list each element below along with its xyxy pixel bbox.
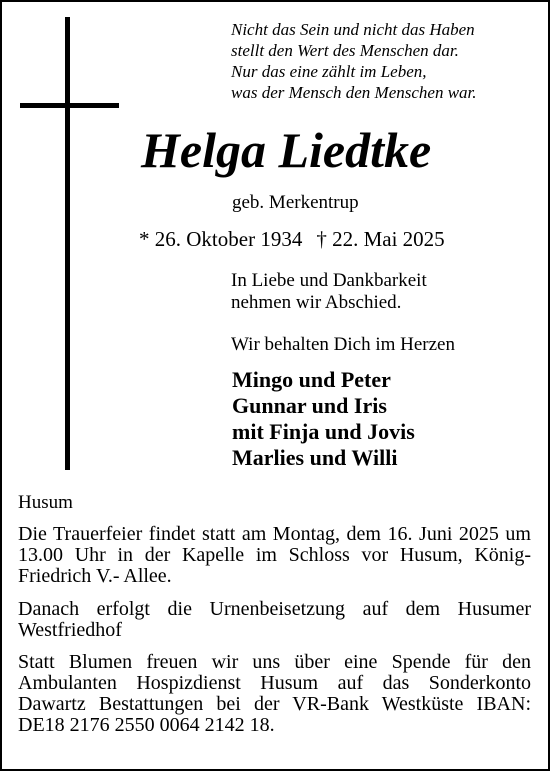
cross-vertical-bar: [65, 17, 70, 470]
family-member: mit Finja und Jovis: [232, 419, 415, 444]
deceased-name: Helga Liedtke: [141, 122, 432, 178]
heart-line: Wir behalten Dich im Herzen: [231, 334, 455, 355]
poem-line: was der Mensch den Menschen war.: [231, 83, 477, 102]
poem-line: Nicht das Sein und nicht das Haben: [231, 20, 475, 39]
family-member: Marlies und Willi: [232, 445, 398, 470]
maiden-name: geb. Merkentrup: [232, 192, 359, 213]
cross-horizontal-bar: [20, 103, 119, 108]
funeral-info-paragraph: Die Trauerfeier findet statt am Montag, dem 16. Juni 2025 um 13.00 Uhr in der Kapelle im Schloss vor Husum, König-Friedrich V.- Allee.: [18, 523, 531, 587]
poem-line: stellt den Wert des Menschen dar.: [231, 41, 459, 60]
poem: [231, 19, 531, 103]
life-dates: [139, 227, 445, 251]
birth-date: * 26. Oktober 1934: [139, 227, 303, 251]
farewell-line: In Liebe und Dankbarkeit: [231, 270, 427, 291]
family-member: Mingo und Peter: [232, 367, 391, 392]
poem-line: Nur das eine zählt im Leben,: [231, 62, 427, 81]
location: Husum: [18, 492, 73, 513]
family-member: Gunnar und Iris: [232, 393, 387, 418]
donation-info-paragraph: Statt Blumen freuen wir uns über eine Spende für den Ambulanten Hospizdienst Husum auf das Sonderkonto Dawartz Bestattungen bei der VR-Bank Westküste IBAN: DE18 2176 2550 0064 2142 18.: [18, 651, 531, 736]
family-list: [232, 367, 415, 471]
burial-info-paragraph: Danach erfolgt die Urnenbeisetzung auf dem Husumer Westfriedhof: [18, 598, 531, 641]
farewell-line: nehmen wir Abschied.: [231, 292, 402, 313]
farewell-text: [231, 270, 427, 314]
death-date: † 22. Mai 2025: [316, 227, 445, 251]
